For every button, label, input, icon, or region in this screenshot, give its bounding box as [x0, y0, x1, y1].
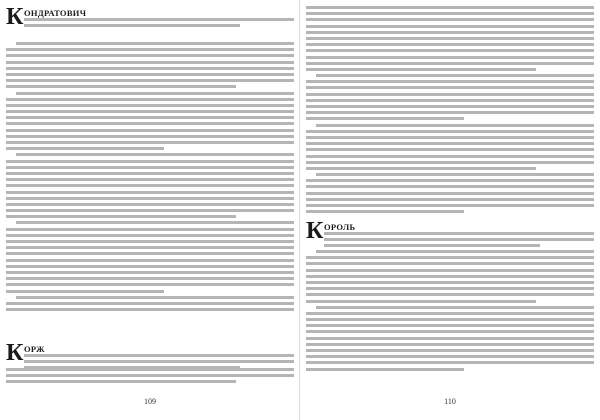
continued-text-placeholder [306, 6, 594, 216]
drop-cap: К [6, 340, 24, 366]
headword: ОРЖ [24, 344, 45, 354]
page-number: 110 [444, 397, 456, 406]
headword: ОНДРАТОВИЧ [24, 8, 87, 18]
entry-korol [306, 220, 594, 248]
entry-lead-placeholder [24, 18, 294, 30]
entry-body-placeholder [6, 368, 294, 387]
entry-kondratovych [6, 6, 294, 34]
entry-korzh [6, 342, 294, 370]
entry-body-placeholder [6, 42, 294, 314]
page-110 [306, 6, 594, 406]
page-number: 109 [144, 397, 156, 406]
drop-cap: К [306, 218, 324, 244]
page-109 [6, 6, 294, 406]
headword: ОРОЛЬ [324, 222, 356, 232]
drop-cap: К [6, 4, 24, 30]
entry-body-placeholder [306, 250, 594, 374]
entry-lead-placeholder [324, 232, 594, 251]
gutter [299, 0, 300, 420]
